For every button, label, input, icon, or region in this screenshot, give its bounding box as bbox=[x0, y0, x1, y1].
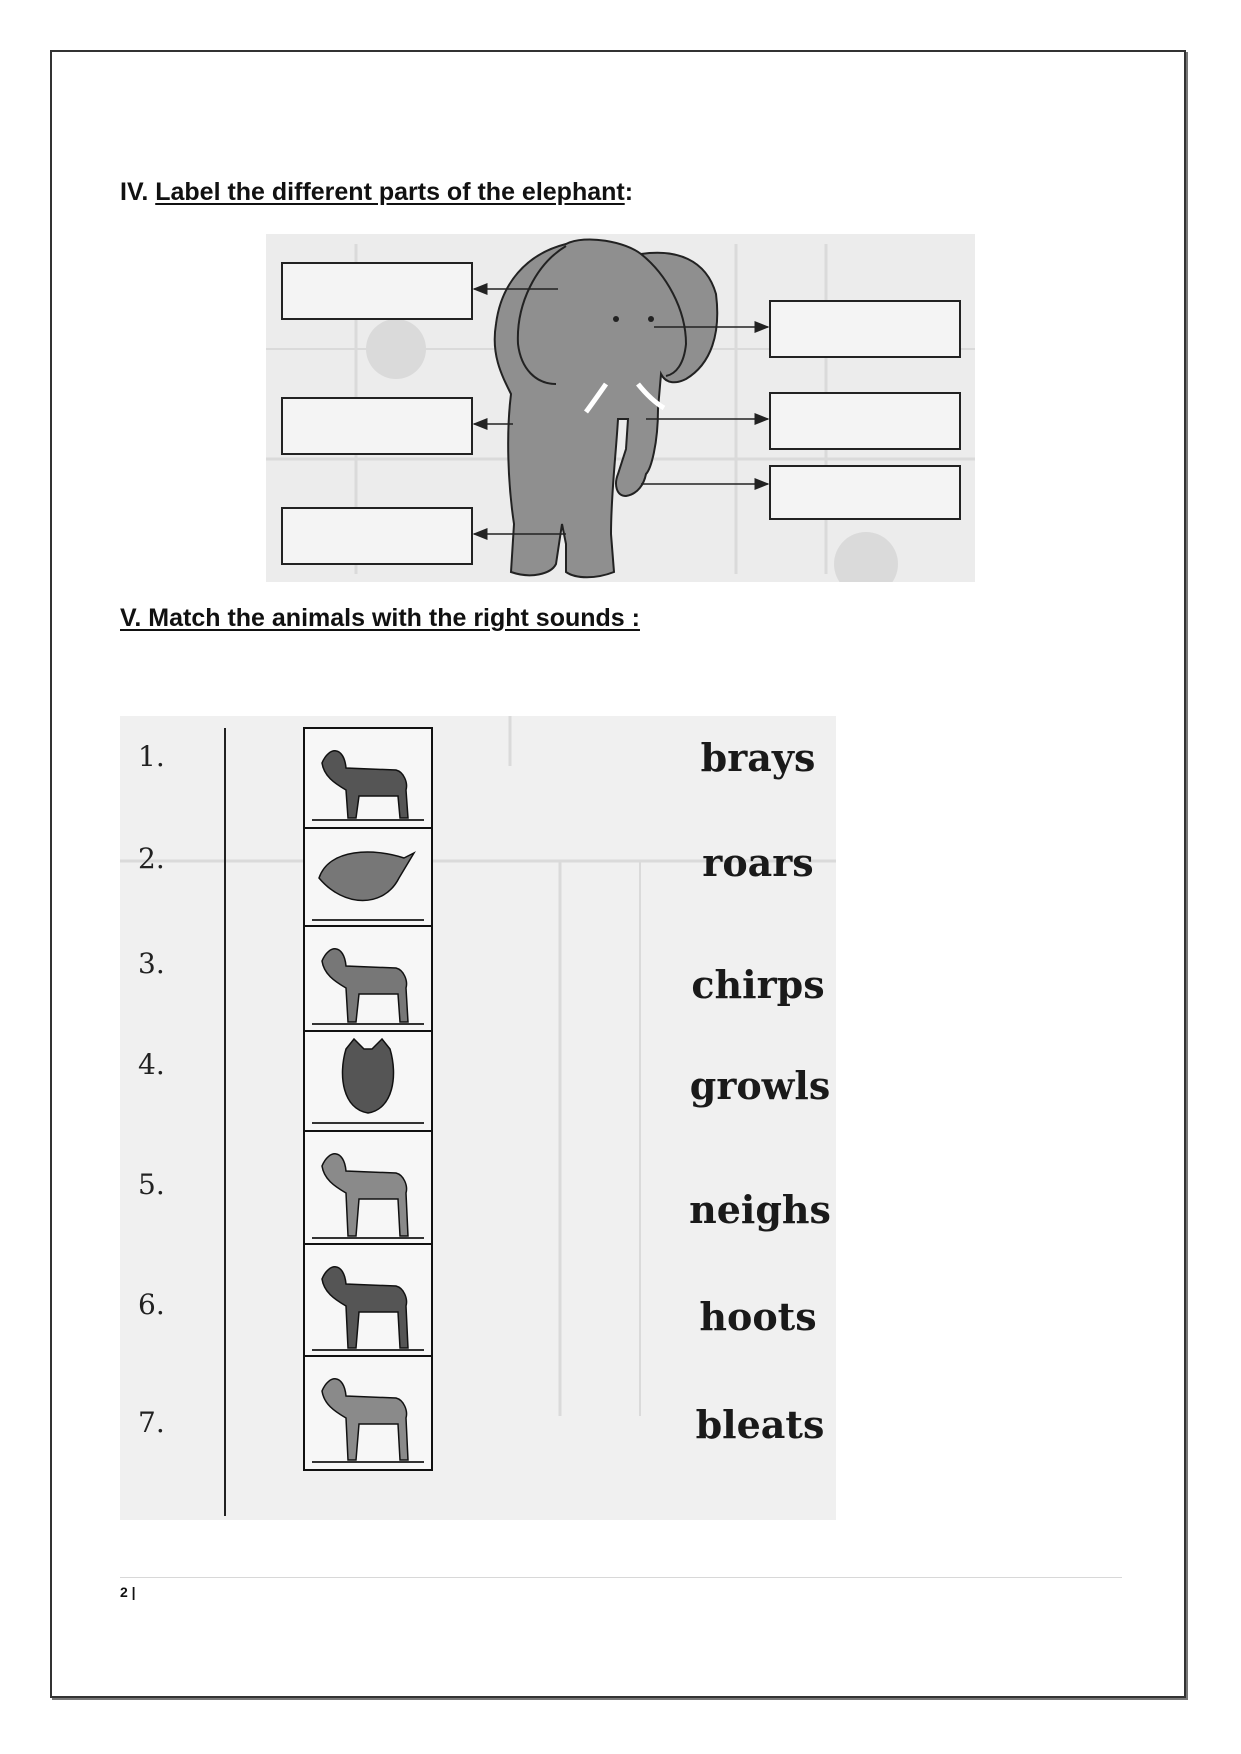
row-number: 6. bbox=[138, 1288, 165, 1321]
label-box-tusk bbox=[770, 393, 960, 449]
label-box-leg bbox=[282, 508, 472, 564]
label-box-tail bbox=[282, 398, 472, 454]
section-5-heading bbox=[120, 604, 640, 633]
section-4-heading bbox=[120, 178, 633, 207]
animal-sound-chirps: chirps bbox=[691, 962, 825, 1007]
animal-sound-brays: brays bbox=[700, 735, 816, 780]
label-box-eye bbox=[770, 301, 960, 357]
row-number: 2. bbox=[138, 842, 165, 875]
row-number: 5. bbox=[138, 1168, 165, 1201]
match-background bbox=[120, 716, 836, 1520]
label-box-ear bbox=[282, 263, 472, 319]
animal-sound-neighs: neighs bbox=[689, 1187, 831, 1232]
section-4-title: Label the different parts of the elephant bbox=[155, 178, 625, 206]
label-box-trunk bbox=[770, 466, 960, 519]
match-figure bbox=[120, 716, 836, 1520]
animal-sound-hoots: hoots bbox=[699, 1294, 817, 1339]
row-number: 3. bbox=[138, 947, 165, 980]
animal-sound-growls: growls bbox=[689, 1063, 831, 1108]
section-4-colon: : bbox=[624, 178, 634, 206]
row-number: 4. bbox=[138, 1048, 165, 1081]
animal-sound-roars: roars bbox=[702, 840, 814, 885]
animal-sound-bleats: bleats bbox=[695, 1402, 825, 1447]
elephant-figure bbox=[266, 234, 975, 582]
row-number: 7. bbox=[138, 1406, 165, 1439]
footer-line bbox=[120, 1577, 1122, 1578]
section-4-number: IV. bbox=[120, 178, 156, 206]
section-5-title: V. Match the animals with the right sounds : bbox=[120, 604, 640, 632]
page-number: 2 | bbox=[120, 1584, 136, 1600]
row-number: 1. bbox=[138, 740, 165, 773]
